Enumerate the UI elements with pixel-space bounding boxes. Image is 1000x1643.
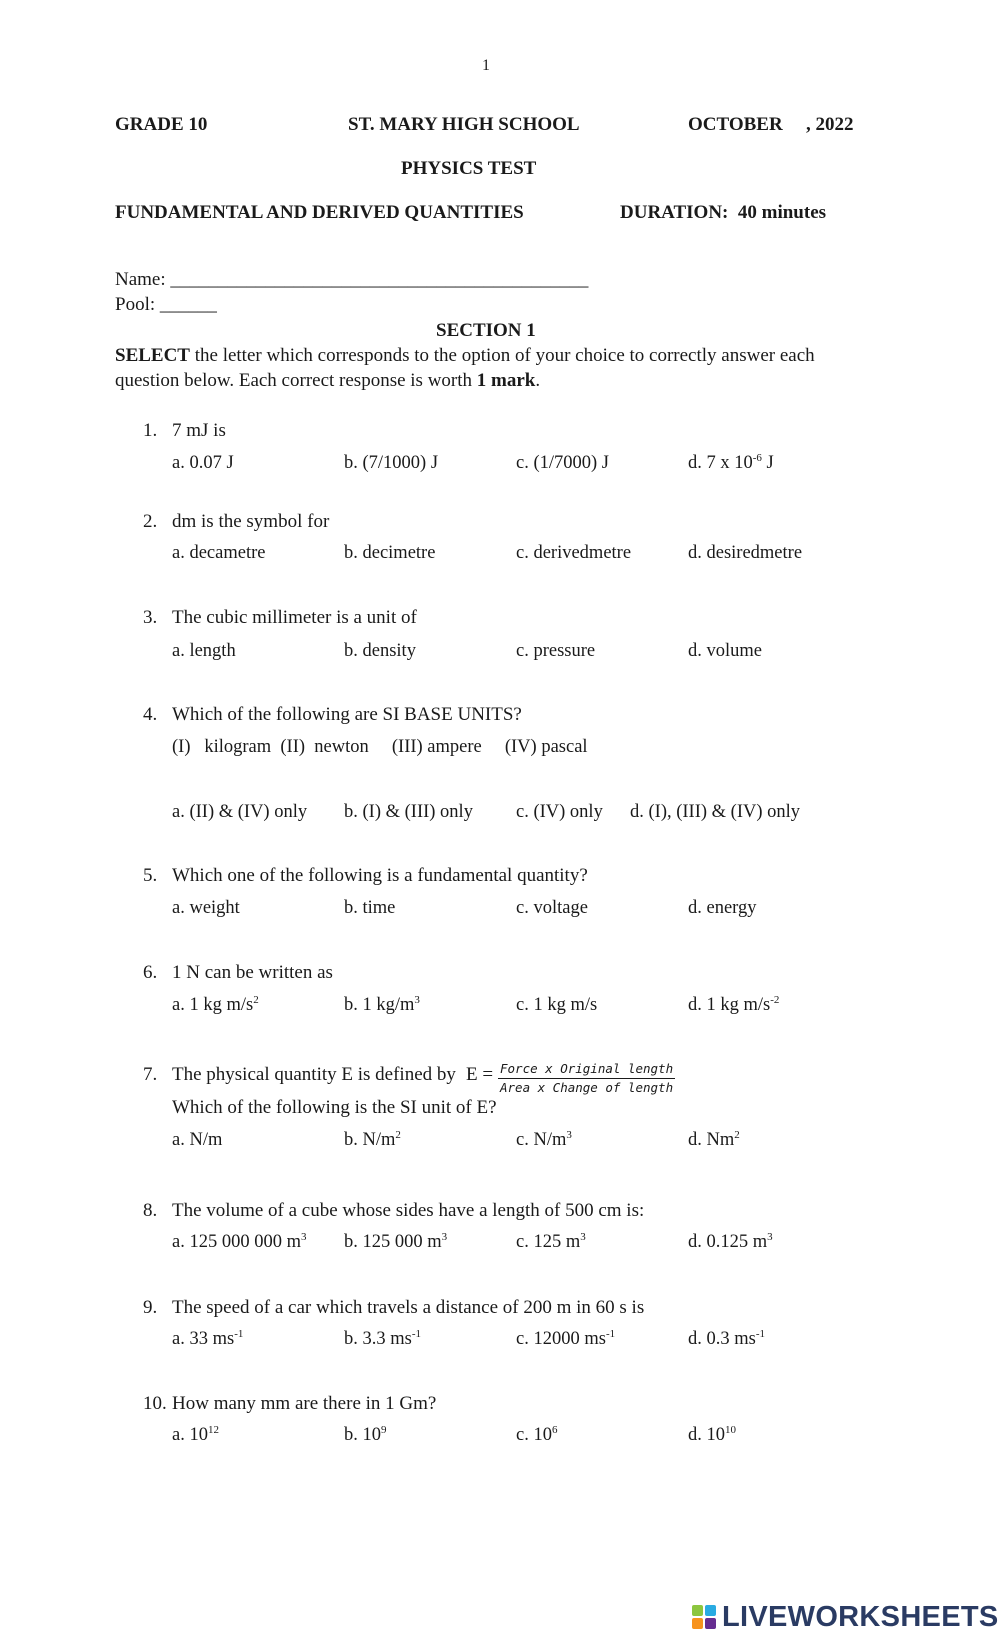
duration bbox=[620, 202, 826, 224]
question-5-text: Which one of the following is a fundamental quantity? bbox=[172, 865, 588, 886]
question-7-subtext: Which of the following is the SI unit of E? bbox=[172, 1097, 497, 1118]
school-name: ST. MARY HIGH SCHOOL bbox=[348, 114, 580, 135]
question-9-option-a-text: a. 33 ms bbox=[172, 1329, 235, 1349]
question-6-option-d-text: d. 1 kg m/s bbox=[688, 995, 771, 1015]
duration-value: 40 minutes bbox=[737, 202, 827, 223]
liveworksheets-logo-icon bbox=[692, 1605, 716, 1629]
question-8-option-b-exp: 3 bbox=[441, 1230, 448, 1243]
question-7-text: The physical quantity E is defined by bbox=[172, 1064, 456, 1085]
question-9-option-d-exp: -1 bbox=[755, 1327, 766, 1340]
question-1-option-d-exp: -6 bbox=[752, 451, 762, 464]
name-line bbox=[115, 269, 588, 291]
question-9-option-b[interactable] bbox=[344, 1329, 421, 1350]
page-number: 1 bbox=[482, 57, 490, 74]
question-9-option-a-exp: -1 bbox=[234, 1327, 244, 1340]
pool-blank[interactable]: ______ bbox=[159, 294, 217, 315]
question-6-option-d-exp: -2 bbox=[770, 993, 780, 1006]
question-1-number: 1. bbox=[143, 420, 158, 441]
question-3-option-c[interactable]: c. pressure bbox=[516, 641, 596, 661]
question-7-option-d-text: d. Nm bbox=[688, 1130, 735, 1150]
logo-square-purple bbox=[705, 1618, 716, 1629]
question-7-number: 7. bbox=[143, 1064, 158, 1085]
name-blank[interactable]: ____________________________________________ bbox=[170, 269, 589, 290]
question-5-option-c[interactable]: c. voltage bbox=[516, 898, 588, 918]
question-8-option-b[interactable] bbox=[344, 1232, 447, 1253]
pool-line bbox=[115, 294, 217, 316]
question-8-option-d-exp: 3 bbox=[767, 1230, 773, 1243]
question-9-option-d-text: d. 0.3 ms bbox=[688, 1329, 756, 1349]
question-9-option-d[interactable] bbox=[688, 1329, 765, 1350]
instructions-line-1-text: the letter which corresponds to the option of your choice to correctly answer each bbox=[189, 345, 815, 366]
question-9-number: 9. bbox=[143, 1297, 158, 1318]
section-title: SECTION 1 bbox=[436, 320, 536, 341]
logo-square-orange bbox=[692, 1618, 703, 1629]
question-6-option-a[interactable] bbox=[172, 995, 259, 1016]
question-3-number: 3. bbox=[143, 607, 158, 628]
duration-label: DURATION: bbox=[620, 202, 729, 223]
question-2-option-a[interactable]: a. decametre bbox=[172, 543, 266, 563]
question-6-option-a-text: a. 1 kg m/s bbox=[172, 995, 254, 1015]
question-9-option-c[interactable] bbox=[516, 1329, 615, 1350]
grade-label: GRADE 10 bbox=[115, 114, 208, 135]
logo-square-blue bbox=[705, 1605, 716, 1616]
liveworksheets-logo-text: LIVEWORKSHEETS bbox=[722, 1601, 999, 1633]
question-2-number: 2. bbox=[143, 511, 158, 532]
question-10-option-c-text: c. 10 bbox=[516, 1425, 552, 1445]
question-10-option-d-text: d. 10 bbox=[688, 1425, 725, 1445]
question-4-units-list: (I) kilogram (II) newton (III) ampere (IV) pascal bbox=[172, 737, 588, 757]
question-4-option-b[interactable]: b. (I) & (III) only bbox=[344, 802, 473, 822]
question-10-option-b-exp: 9 bbox=[381, 1423, 387, 1436]
question-7-option-a[interactable]: a. N/m bbox=[172, 1130, 223, 1150]
question-3-option-a[interactable]: a. length bbox=[172, 641, 236, 661]
question-6-text: 1 N can be written as bbox=[172, 962, 333, 983]
question-1-option-c[interactable]: c. (1/7000) J bbox=[516, 453, 609, 473]
question-8-option-c-exp: 3 bbox=[580, 1230, 586, 1243]
instructions-select-word: SELECT bbox=[115, 345, 190, 366]
question-5-option-b[interactable]: b. time bbox=[344, 898, 396, 918]
question-4-text: Which of the following are SI BASE UNITS? bbox=[172, 704, 522, 725]
liveworksheets-logo[interactable] bbox=[692, 1597, 999, 1637]
question-5-option-d[interactable]: d. energy bbox=[688, 898, 757, 918]
question-8-option-a-text: a. 125 000 000 m bbox=[172, 1232, 301, 1252]
instructions-line-2-text: question below. Each correct response is worth bbox=[115, 370, 477, 391]
question-2-text: dm is the symbol for bbox=[172, 511, 330, 532]
question-7-option-c[interactable] bbox=[516, 1130, 572, 1151]
name-label: Name: bbox=[115, 269, 166, 290]
question-7-option-b[interactable] bbox=[344, 1130, 401, 1151]
question-7-equation-fraction bbox=[498, 1060, 675, 1097]
question-1-option-d-unit: J bbox=[761, 453, 774, 473]
instructions-mark: 1 mark bbox=[476, 370, 536, 391]
test-topic: FUNDAMENTAL AND DERIVED QUANTITIES bbox=[115, 202, 524, 223]
question-1-option-a[interactable]: a. 0.07 J bbox=[172, 453, 234, 473]
question-4-option-d[interactable]: d. (I), (III) & (IV) only bbox=[630, 802, 801, 822]
question-6-option-b-text: b. 1 kg/m bbox=[344, 995, 415, 1015]
question-6-option-b-exp: 3 bbox=[414, 993, 420, 1006]
question-7-option-d[interactable] bbox=[688, 1130, 740, 1151]
question-8-text: The volume of a cube whose sides have a length of 500 cm is: bbox=[172, 1200, 645, 1221]
question-10-option-a-text: a. 10 bbox=[172, 1425, 208, 1445]
question-4-option-c[interactable]: c. (IV) only bbox=[516, 802, 603, 822]
question-9-option-b-text: b. 3.3 ms bbox=[344, 1329, 412, 1349]
question-7-option-c-exp: 3 bbox=[566, 1128, 572, 1141]
test-month: OCTOBER bbox=[688, 114, 783, 135]
question-7-option-d-exp: 2 bbox=[734, 1128, 740, 1141]
instructions-line-1 bbox=[115, 345, 815, 367]
fraction-denominator: Area x Change of length bbox=[500, 1080, 674, 1095]
question-10-option-b-text: b. 10 bbox=[344, 1425, 381, 1445]
test-title: PHYSICS TEST bbox=[401, 158, 537, 179]
test-year: , 2022 bbox=[806, 114, 854, 135]
question-8-option-c[interactable] bbox=[516, 1232, 586, 1253]
question-9-option-c-text: c. 12000 ms bbox=[516, 1329, 606, 1349]
question-5-number: 5. bbox=[143, 865, 158, 886]
logo-square-green bbox=[692, 1605, 703, 1616]
question-1-option-b[interactable]: b. (7/1000) J bbox=[344, 453, 439, 473]
fraction-numerator: Force x Original length bbox=[498, 1060, 675, 1079]
question-6-option-c[interactable]: c. 1 kg m/s bbox=[516, 995, 598, 1015]
question-8-number: 8. bbox=[143, 1200, 158, 1221]
question-8-option-a[interactable] bbox=[172, 1232, 306, 1253]
question-10-option-b[interactable] bbox=[344, 1425, 387, 1446]
question-8-option-d[interactable] bbox=[688, 1232, 773, 1253]
question-7-equation-lhs: E = bbox=[466, 1064, 494, 1085]
question-10-option-d-exp: 10 bbox=[725, 1423, 736, 1436]
pool-label: Pool: bbox=[115, 294, 156, 315]
question-8-option-a-exp: 3 bbox=[300, 1230, 307, 1243]
question-2-option-c[interactable]: c. derivedmetre bbox=[516, 543, 632, 563]
question-9-option-a[interactable] bbox=[172, 1329, 243, 1350]
question-3-option-d[interactable]: d. volume bbox=[688, 641, 762, 661]
question-10-option-a[interactable] bbox=[172, 1425, 219, 1446]
question-5-option-a[interactable]: a. weight bbox=[172, 898, 240, 918]
question-9-text: The speed of a car which travels a distance of 200 m in 60 s is bbox=[172, 1297, 645, 1318]
question-1-option-d[interactable] bbox=[688, 453, 774, 474]
question-1-text: 7 mJ is bbox=[172, 420, 226, 441]
question-10-option-a-exp: 12 bbox=[207, 1423, 219, 1436]
question-10-option-c-exp: 6 bbox=[551, 1423, 558, 1436]
question-4-option-a[interactable]: a. (II) & (IV) only bbox=[172, 802, 308, 822]
question-7-option-c-text: c. N/m bbox=[516, 1130, 567, 1150]
question-3-text: The cubic millimeter is a unit of bbox=[172, 607, 417, 628]
question-10-option-d[interactable] bbox=[688, 1425, 736, 1446]
fraction bbox=[498, 1060, 675, 1097]
question-10-text: How many mm are there in 1 Gm? bbox=[172, 1393, 437, 1414]
question-6-option-b[interactable] bbox=[344, 995, 420, 1016]
question-2-option-d[interactable]: d. desiredmetre bbox=[688, 543, 803, 563]
instructions-line-2 bbox=[115, 370, 540, 392]
instructions-end: . bbox=[535, 370, 541, 391]
question-1-option-d-text: d. 7 x 10 bbox=[688, 453, 753, 473]
question-4-number: 4. bbox=[143, 704, 158, 725]
question-6-option-a-exp: 2 bbox=[253, 993, 259, 1006]
question-9-option-c-exp: -1 bbox=[605, 1327, 616, 1340]
question-3-option-b[interactable]: b. density bbox=[344, 641, 416, 661]
question-8-option-b-text: b. 125 000 m bbox=[344, 1232, 442, 1252]
question-2-option-b[interactable]: b. decimetre bbox=[344, 543, 436, 563]
question-9-option-b-exp: -1 bbox=[411, 1327, 422, 1340]
question-6-number: 6. bbox=[143, 962, 158, 983]
question-7-option-b-text: b. N/m bbox=[344, 1130, 396, 1150]
question-8-option-c-text: c. 125 m bbox=[516, 1232, 581, 1252]
question-10-number: 10. bbox=[143, 1393, 167, 1414]
question-10-option-c[interactable] bbox=[516, 1425, 557, 1446]
question-6-option-d[interactable] bbox=[688, 995, 779, 1016]
question-7-option-b-exp: 2 bbox=[395, 1128, 401, 1141]
question-8-option-d-text: d. 0.125 m bbox=[688, 1232, 768, 1252]
